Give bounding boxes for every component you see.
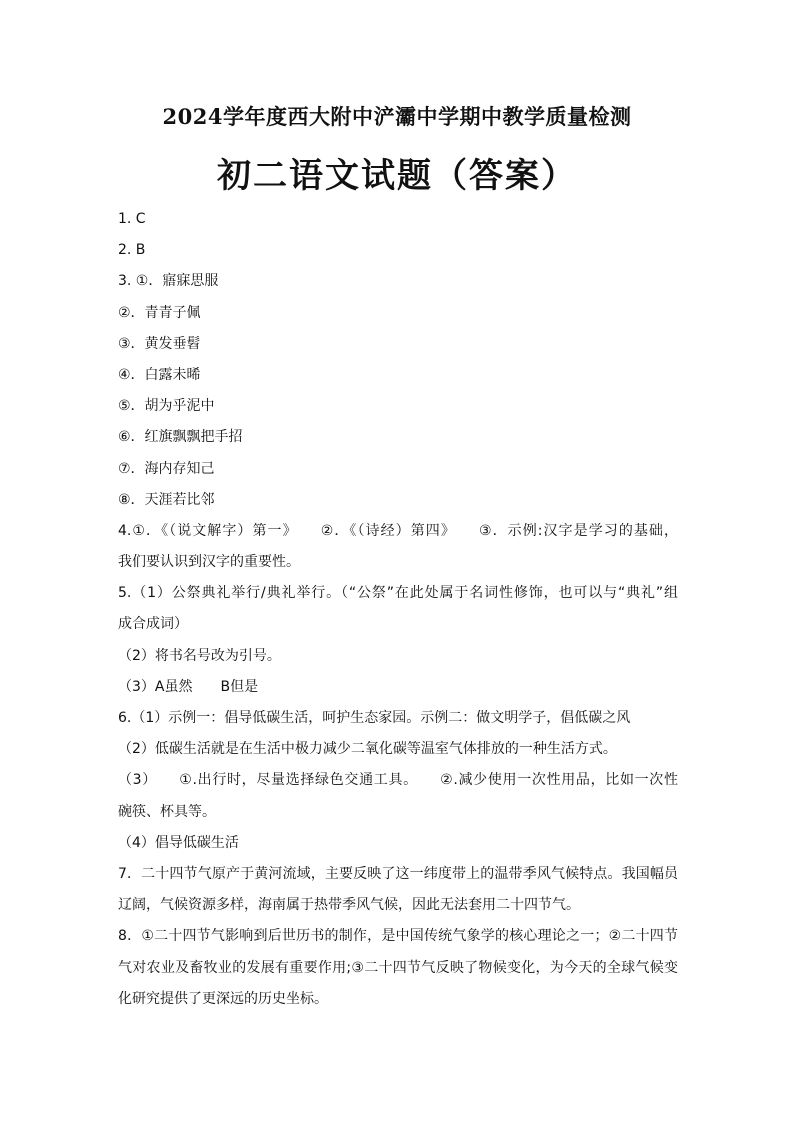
answer-line-q3-1: 3. ①．寤寐思服 — [118, 273, 219, 290]
answer-line-q6-2: （2）低碳生活就是在生活中极力减少二氧化碳等温室气体排放的一种生活方式。 — [118, 741, 617, 758]
answer-line-q6-1: 6.（1）示例一：倡导低碳生活，呵护生态家园。示例二：做文明学子，倡低碳之风 — [118, 710, 631, 726]
answer-line-q4-cont: 我们要认识到汉字的重要性。 — [118, 554, 300, 571]
answer-line-q3-4: ④．白露未晞 — [118, 366, 201, 383]
answer-line-q3-8: ⑧．天涯若比邻 — [118, 491, 215, 508]
answer-line-q5-2: （2）将书名号改为引号。 — [118, 647, 281, 664]
answer-line-q8: 8．①二十四节气影响到后世历书的制作，是中国传统气象学的核心理论之一；②二十四节 — [118, 928, 678, 945]
answer-line-q3-7: ⑦．海内存知己 — [118, 460, 215, 477]
answer-line-q2: 2. B — [118, 242, 146, 259]
answer-line-q7: 7．二十四节气原产于黄河流域，主要反映了这一纬度带上的温带季风气候特点。我国幅员 — [118, 865, 678, 882]
answer-line-q7-cont: 辽阔，气候资源多样，海南属于热带季风气候，因此无法套用二十四节气。 — [118, 897, 580, 914]
answer-sheet-heading: 初二语文试题（答案） — [217, 156, 577, 196]
answer-line-q5-1-cont: 成合成词） — [118, 616, 188, 633]
answer-line-q5-1: 5.（1）公祭典礼举行/典礼举行。（“公祭”在此处属于名词性修饰，也可以与“典礼”组 — [118, 585, 678, 602]
answer-line-q1: 1. C — [118, 211, 146, 227]
answer-line-q3-6: ⑥．红旗飘飘把手招 — [118, 429, 243, 446]
answer-list — [118, 204, 678, 1015]
exam-title: 2024学年度西大附中浐灞中学期中教学质量检测 — [162, 104, 632, 129]
answer-line-q6-4: （4）倡导低碳生活 — [118, 834, 239, 851]
answer-line-q6-3-cont: 碗筷、杯具等。 — [118, 803, 216, 820]
answer-line-q6-3: （3） ①.出行时，尽量选择绿色交通工具。 ②.减少使用一次性用品，比如一次性 — [118, 772, 678, 789]
answer-line-q3-3: ③．黄发垂髫 — [118, 335, 201, 352]
answer-line-q3-5: ⑤．胡为乎泥中 — [118, 398, 215, 415]
answer-line-q8-cont2: 化研究提供了更深远的历史坐标。 — [118, 990, 328, 1007]
answer-line-q8-cont1: 气对农业及畜牧业的发展有重要作用;③二十四节气反映了物候变化，为今天的全球气候变 — [118, 959, 678, 976]
answer-line-q4: 4.①．《（说文解字）第一》 ②．《（诗经）第四》 ③．示例:汉字是学习的基础， — [118, 522, 678, 539]
answer-line-q3-2: ②．青青子佩 — [118, 304, 201, 321]
answer-line-q5-3: （3）A虽然 B但是 — [118, 678, 259, 695]
